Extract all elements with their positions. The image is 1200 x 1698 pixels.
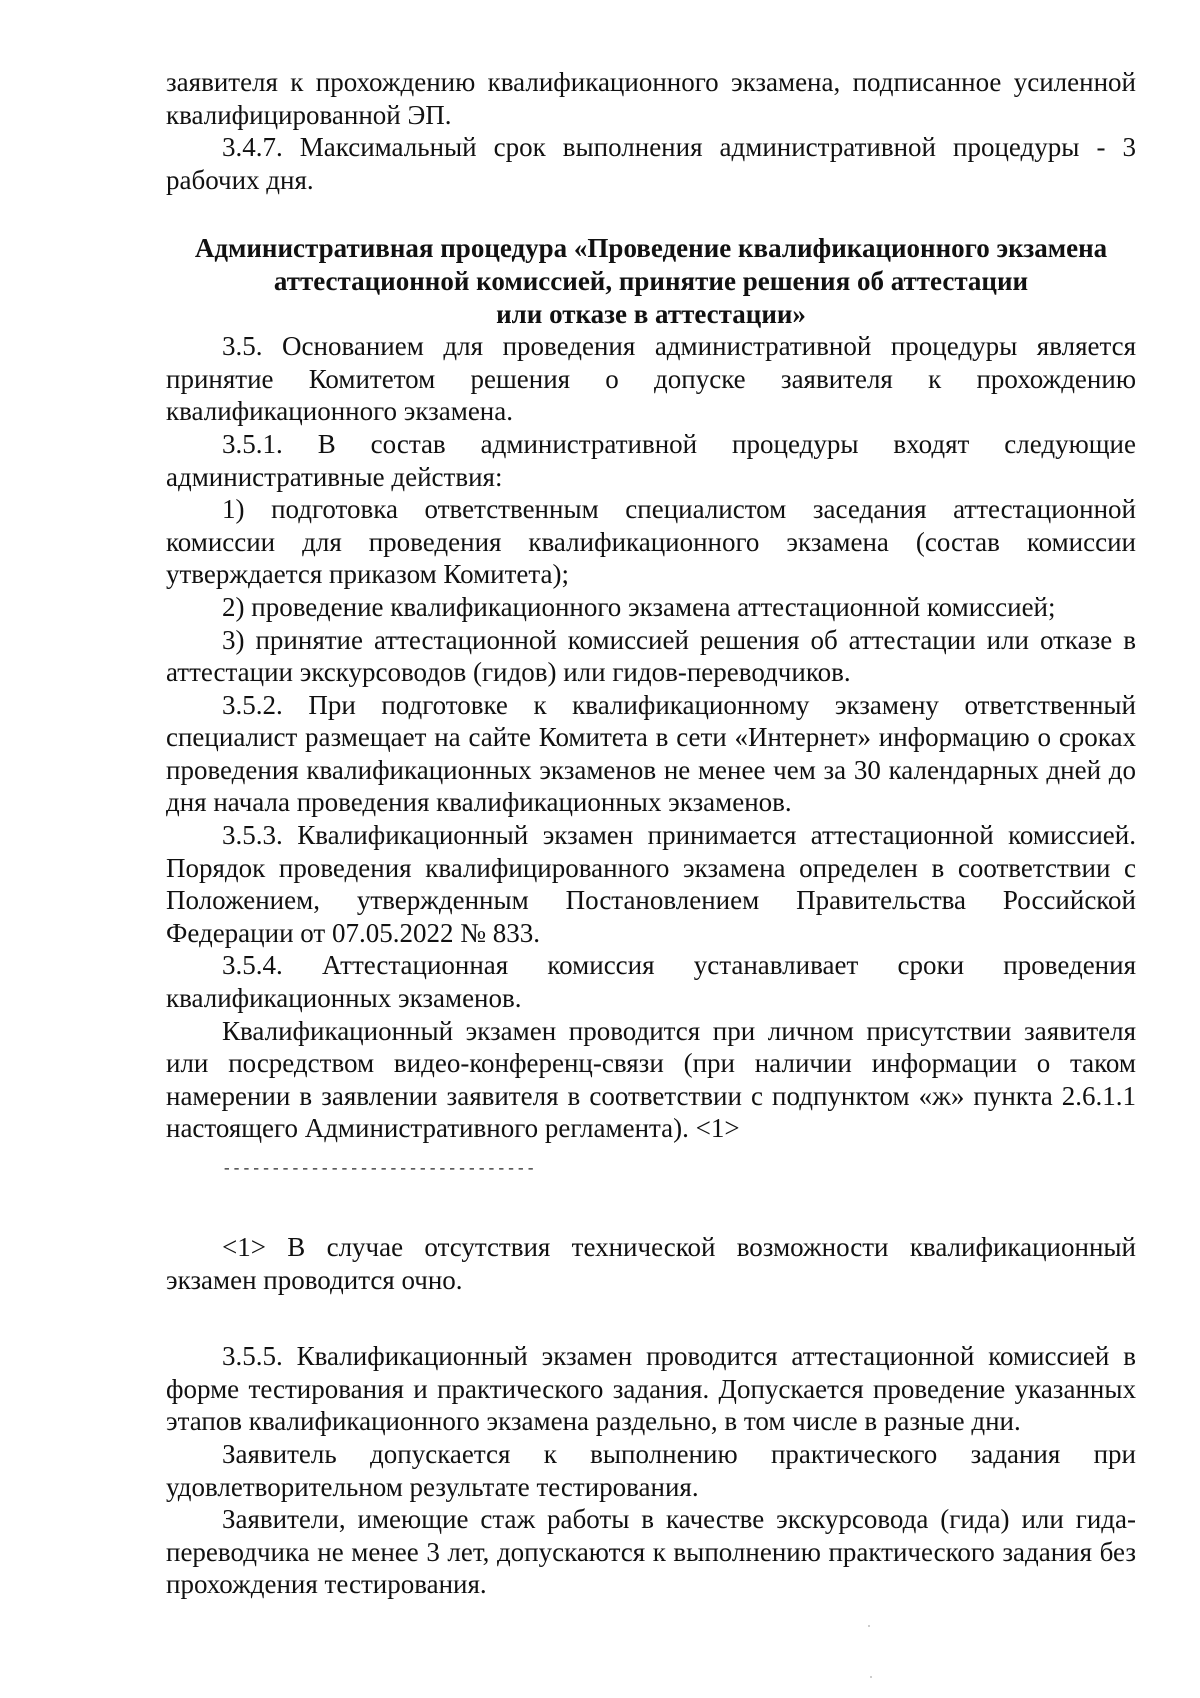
footnote: <1> В случае отсутствия технической возможности квалификационный экзамен проводится очно.	[166, 1232, 1136, 1295]
paragraph: 3.5.4. Аттестационная комиссия устанавливает сроки проведения квалификационных экзаменов.	[166, 950, 1136, 1014]
document-body	[166, 66, 1136, 1601]
spacer	[166, 1296, 1136, 1340]
paragraph: 3.5.1. В состав административной процедуры входят следующие административные действия:	[166, 428, 1136, 492]
paragraph: Заявитель допускается к выполнению практического задания при удовлетворительном результате тестирования.	[166, 1438, 1136, 1502]
paragraph: 3.4.7. Максимальный срок выполнения административной процедуры - 3 рабочих дня.	[166, 132, 1136, 195]
section-heading-line: Административная процедура «Проведение квалификационного экзамена	[194, 233, 1108, 264]
paragraph: 3.5.3. Квалификационный экзамен принимается аттестационной комиссией. Порядок проведения квалифицированного экзамена определен в соответствии с Положением, утвержденным Постановлением Правительства Российской Федерации от 07.05.2022 № 833.	[166, 820, 1136, 948]
paragraph: 3.5. Основанием для проведения административной процедуры является принятие Комитетом решения о допуске заявителя к прохождению квалификационного экзамена.	[166, 331, 1136, 427]
spacer	[166, 196, 1136, 232]
paragraph: 3.5.2. При подготовке к квалификационному экзамену ответственный специалист размещает на сайте Комитета в сети «Интернет» информацию о сроках проведения квалификационных экзаменов не менее чем за 30 календарных дней до дня начала проведения квалификационных экзаменов.	[166, 689, 1136, 818]
list-item: 3) принятие аттестационной комиссией решения об аттестации или отказе в аттестации экскурсоводов (гидов) или гидов-переводчиков.	[166, 624, 1136, 688]
paragraph: заявителя к прохождению квалификационного экзамена, подписанное усиленной квалифицированной ЭП.	[166, 67, 1136, 130]
section-heading-line: или отказе в аттестации»	[496, 298, 806, 329]
paragraph: 3.5.5. Квалификационный экзамен проводится аттестационной комиссией в форме тестирования и практического задания. Допускается проведение указанных этапов квалификационного экзамена раздельно, в том числе в разные дни.	[166, 1341, 1136, 1437]
section-heading-line: аттестационной комиссией, принятие решения об аттестации	[273, 265, 1029, 296]
paragraph: Заявители, имеющие стаж работы в качестве экскурсовода (гида) или гида-переводчика не менее 3 лет, допускаются к выполнению практического задания без прохождения тестирования.	[166, 1504, 1136, 1600]
paragraph: Квалификационный экзамен проводится при личном присутствии заявителя или посредством видео-конференц-связи (при наличии информации о таком намерении в заявлении заявителя в соответствии с подпунктом «ж» пункта 2.6.1.1 настоящего Административного регламента). <1>	[166, 1015, 1136, 1144]
list-item: 1) подготовка ответственным специалистом заседания аттестационной комиссии для проведения квалификационного экзамена (состав комиссии утверждается приказом Комитета);	[166, 494, 1136, 590]
scan-speck	[870, 1676, 872, 1678]
footnote-separator-line: --------------------------------	[222, 1160, 536, 1178]
list-item: 2) проведение квалификационного экзамена аттестационной комиссией;	[222, 591, 1056, 622]
spacer	[166, 1203, 1136, 1231]
footnote-separator	[166, 1145, 1136, 1203]
section-heading	[166, 232, 1136, 330]
scan-speck	[868, 1625, 870, 1627]
